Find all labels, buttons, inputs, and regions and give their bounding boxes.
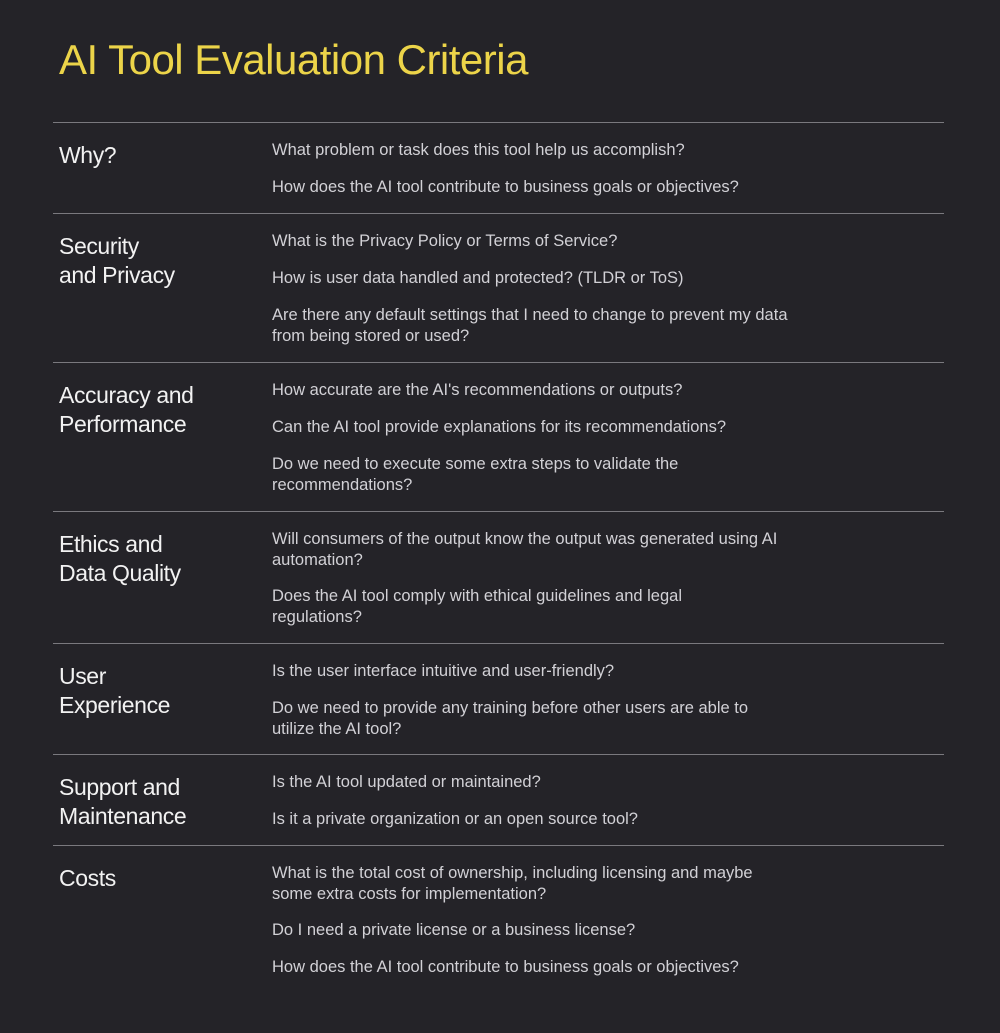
criteria-row-why <box>53 122 944 213</box>
criteria-row-ethics-data-quality <box>53 511 944 643</box>
question-item: How does the AI tool contribute to business goals or objectives? <box>272 178 739 196</box>
criteria-row-accuracy-performance <box>53 362 944 511</box>
category-label: Ethics and Data Quality <box>59 531 181 586</box>
question-item: Are there any default settings that I need to change to prevent my data from being stored or used? <box>272 306 788 345</box>
criteria-table <box>53 122 944 995</box>
question-item: What problem or task does this tool help us accomplish? <box>272 141 685 159</box>
question-item: How accurate are the AI's recommendations or outputs? <box>272 381 683 399</box>
question-item: Do I need a private license or a business license? <box>272 921 636 939</box>
question-item: Is it a private organization or an open source tool? <box>272 810 638 828</box>
page-title: AI Tool Evaluation Criteria <box>59 36 528 83</box>
criteria-row-costs <box>53 845 944 995</box>
question-item: Do we need to execute some extra steps to validate the recommendations? <box>272 455 679 494</box>
category-label: User Experience <box>59 663 171 718</box>
question-item: What is the total cost of ownership, including licensing and maybe some extra costs for implementation? <box>272 864 753 903</box>
question-item: Will consumers of the output know the output was generated using AI automation? <box>272 530 778 569</box>
category-label: Accuracy and Performance <box>59 382 194 437</box>
question-item: Is the AI tool updated or maintained? <box>272 773 541 791</box>
category-label: Security and Privacy <box>59 233 175 288</box>
question-item: Do we need to provide any training before other users are able to utilize the AI tool? <box>272 699 749 738</box>
category-label: Why? <box>59 142 117 168</box>
category-label: Support and Maintenance <box>59 774 187 829</box>
criteria-row-security-privacy <box>53 213 944 362</box>
question-item: Can the AI tool provide explanations for its recommendations? <box>272 418 727 436</box>
question-item: How does the AI tool contribute to business goals or objectives? <box>272 958 739 976</box>
question-item: Is the user interface intuitive and user-friendly? <box>272 662 615 680</box>
question-item: Does the AI tool comply with ethical guidelines and legal regulations? <box>272 587 682 626</box>
criteria-row-user-experience <box>53 643 944 754</box>
criteria-row-support-maintenance <box>53 754 944 845</box>
question-item: How is user data handled and protected? (TLDR or ToS) <box>272 269 684 287</box>
question-item: What is the Privacy Policy or Terms of Service? <box>272 232 618 250</box>
category-label: Costs <box>59 865 116 891</box>
